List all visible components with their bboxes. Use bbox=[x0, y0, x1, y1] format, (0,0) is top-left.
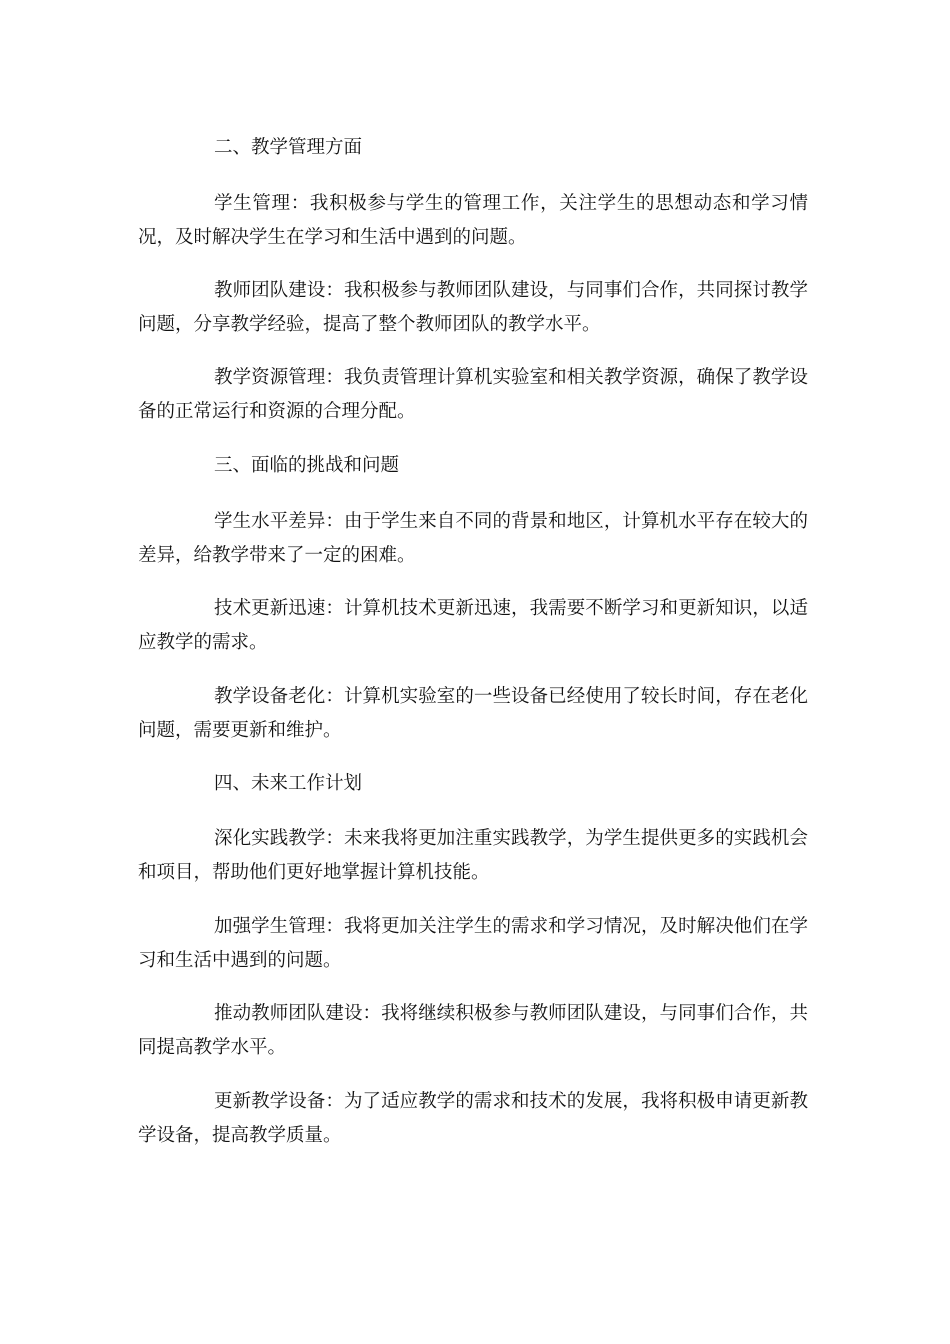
paragraph-equipment-aging: 教学设备老化：计算机实验室的一些设备已经使用了较长时间，存在老化问题，需要更新和维护。 bbox=[138, 686, 808, 741]
section-heading-management: 二、教学管理方面 bbox=[214, 137, 363, 158]
paragraph-teacher-team: 教师团队建设：我积极参与教师团队建设，与同事们合作，共同探讨教学问题，分享教学经验，提高了整个教师团队的教学水平。 bbox=[138, 280, 808, 335]
paragraph-practice-teaching: 深化实践教学：未来我将更加注重实践教学，为学生提供更多的实践机会和项目，帮助他们更好地掌握计算机技能。 bbox=[138, 828, 808, 883]
paragraph-tech-updates: 技术更新迅速：计算机技术更新迅速，我需要不断学习和更新知识，以适应教学的需求。 bbox=[138, 598, 808, 653]
section-heading-future-plan: 四、未来工作计划 bbox=[214, 773, 363, 794]
paragraph-strengthen-student-management: 加强学生管理：我将更加关注学生的需求和学习情况，及时解决他们在学习和生活中遇到的问题。 bbox=[138, 916, 808, 971]
paragraph-update-equipment: 更新教学设备：为了适应教学的需求和技术的发展，我将积极申请更新教学设备，提高教学质量。 bbox=[138, 1091, 808, 1146]
paragraph-student-management: 学生管理：我积极参与学生的管理工作，关注学生的思想动态和学习情况，及时解决学生在学习和生活中遇到的问题。 bbox=[138, 193, 808, 248]
section-heading-challenges: 三、面临的挑战和问题 bbox=[214, 455, 400, 476]
paragraph-promote-teacher-team: 推动教师团队建设：我将继续积极参与教师团队建设，与同事们合作，共同提高教学水平。 bbox=[138, 1003, 808, 1058]
paragraph-resource-management: 教学资源管理：我负责管理计算机实验室和相关教学资源，确保了教学设备的正常运行和资源的合理分配。 bbox=[138, 367, 808, 422]
paragraph-level-difference: 学生水平差异：由于学生来自不同的背景和地区，计算机水平存在较大的差异，给教学带来了一定的困难。 bbox=[138, 511, 808, 566]
